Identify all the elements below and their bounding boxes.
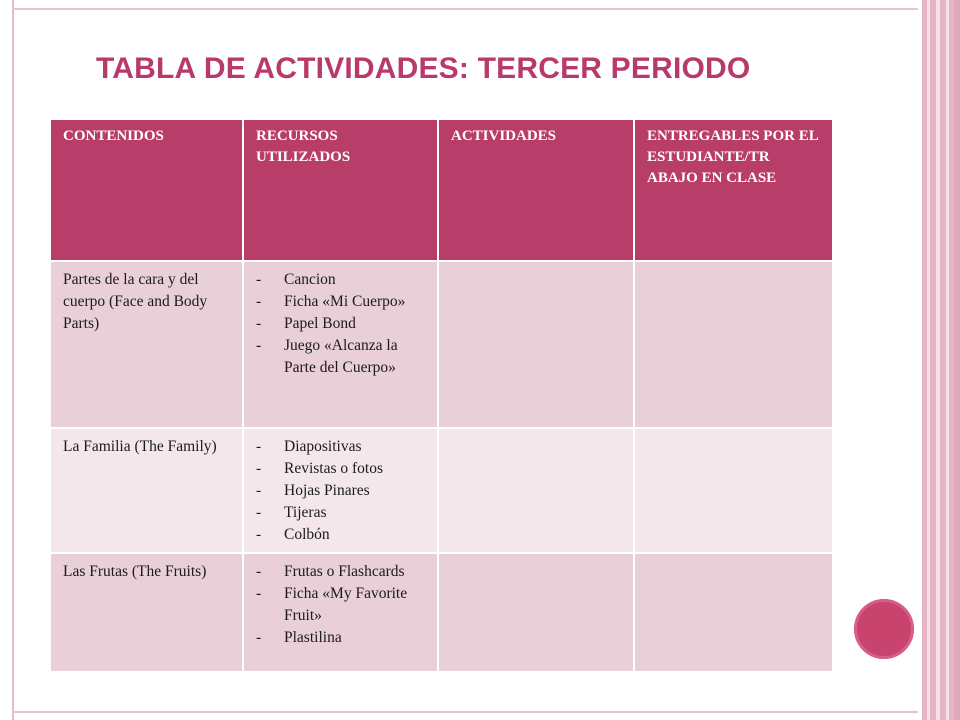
cell-recursos — [243, 261, 438, 428]
table-row — [50, 553, 833, 672]
resource-item: - Tijeras — [256, 502, 427, 524]
resource-item: - Hojas Pinares — [256, 480, 427, 502]
cell-actividades — [438, 428, 634, 553]
table-row — [50, 261, 833, 428]
header-contenidos: CONTENIDOS — [50, 119, 243, 261]
header-recursos: RECURSOS UTILIZADOS — [243, 119, 438, 261]
cell-actividades — [438, 553, 634, 672]
cell-entregables — [634, 553, 833, 672]
resource-item: - Ficha «My Favorite Fruit» — [256, 583, 427, 627]
resource-item: - Juego «Alcanza la Parte del Cuerpo» — [256, 335, 427, 379]
resource-list — [256, 269, 427, 379]
activities-table — [49, 118, 834, 673]
resource-item: - Frutas o Flashcards — [256, 561, 427, 583]
resource-list — [256, 436, 427, 546]
cell-actividades — [438, 261, 634, 428]
cell-contenido: Las Frutas (The Fruits) — [50, 553, 243, 672]
slide-frame-right — [918, 0, 960, 720]
slide-title: TABLA DE ACTIVIDADES: TERCER PERIODO — [96, 52, 751, 85]
cell-entregables — [634, 261, 833, 428]
cell-entregables — [634, 428, 833, 553]
table-header-row — [50, 119, 833, 261]
resource-item: - Papel Bond — [256, 313, 427, 335]
slide-frame-top — [12, 8, 920, 10]
slide-frame-bottom — [12, 711, 920, 713]
resource-item: - Plastilina — [256, 627, 427, 649]
slide-frame-left — [0, 0, 14, 720]
resource-item: - Colbón — [256, 524, 427, 546]
resource-item: - Diapositivas — [256, 436, 427, 458]
table-row — [50, 428, 833, 553]
resource-item: - Cancion — [256, 269, 427, 291]
cell-contenido: Partes de la cara y del cuerpo (Face and Body Parts) — [50, 261, 243, 428]
cell-contenido: La Familia (The Family) — [50, 428, 243, 553]
header-actividades: ACTIVIDADES — [438, 119, 634, 261]
header-entregables: ENTREGABLES POR EL ESTUDIANTE/TR ABAJO EN CLASE — [634, 119, 833, 261]
resource-item: - Revistas o fotos — [256, 458, 427, 480]
decorative-circle — [854, 599, 914, 659]
resource-list — [256, 561, 427, 649]
cell-recursos — [243, 428, 438, 553]
resource-item: - Ficha «Mi Cuerpo» — [256, 291, 427, 313]
cell-recursos — [243, 553, 438, 672]
